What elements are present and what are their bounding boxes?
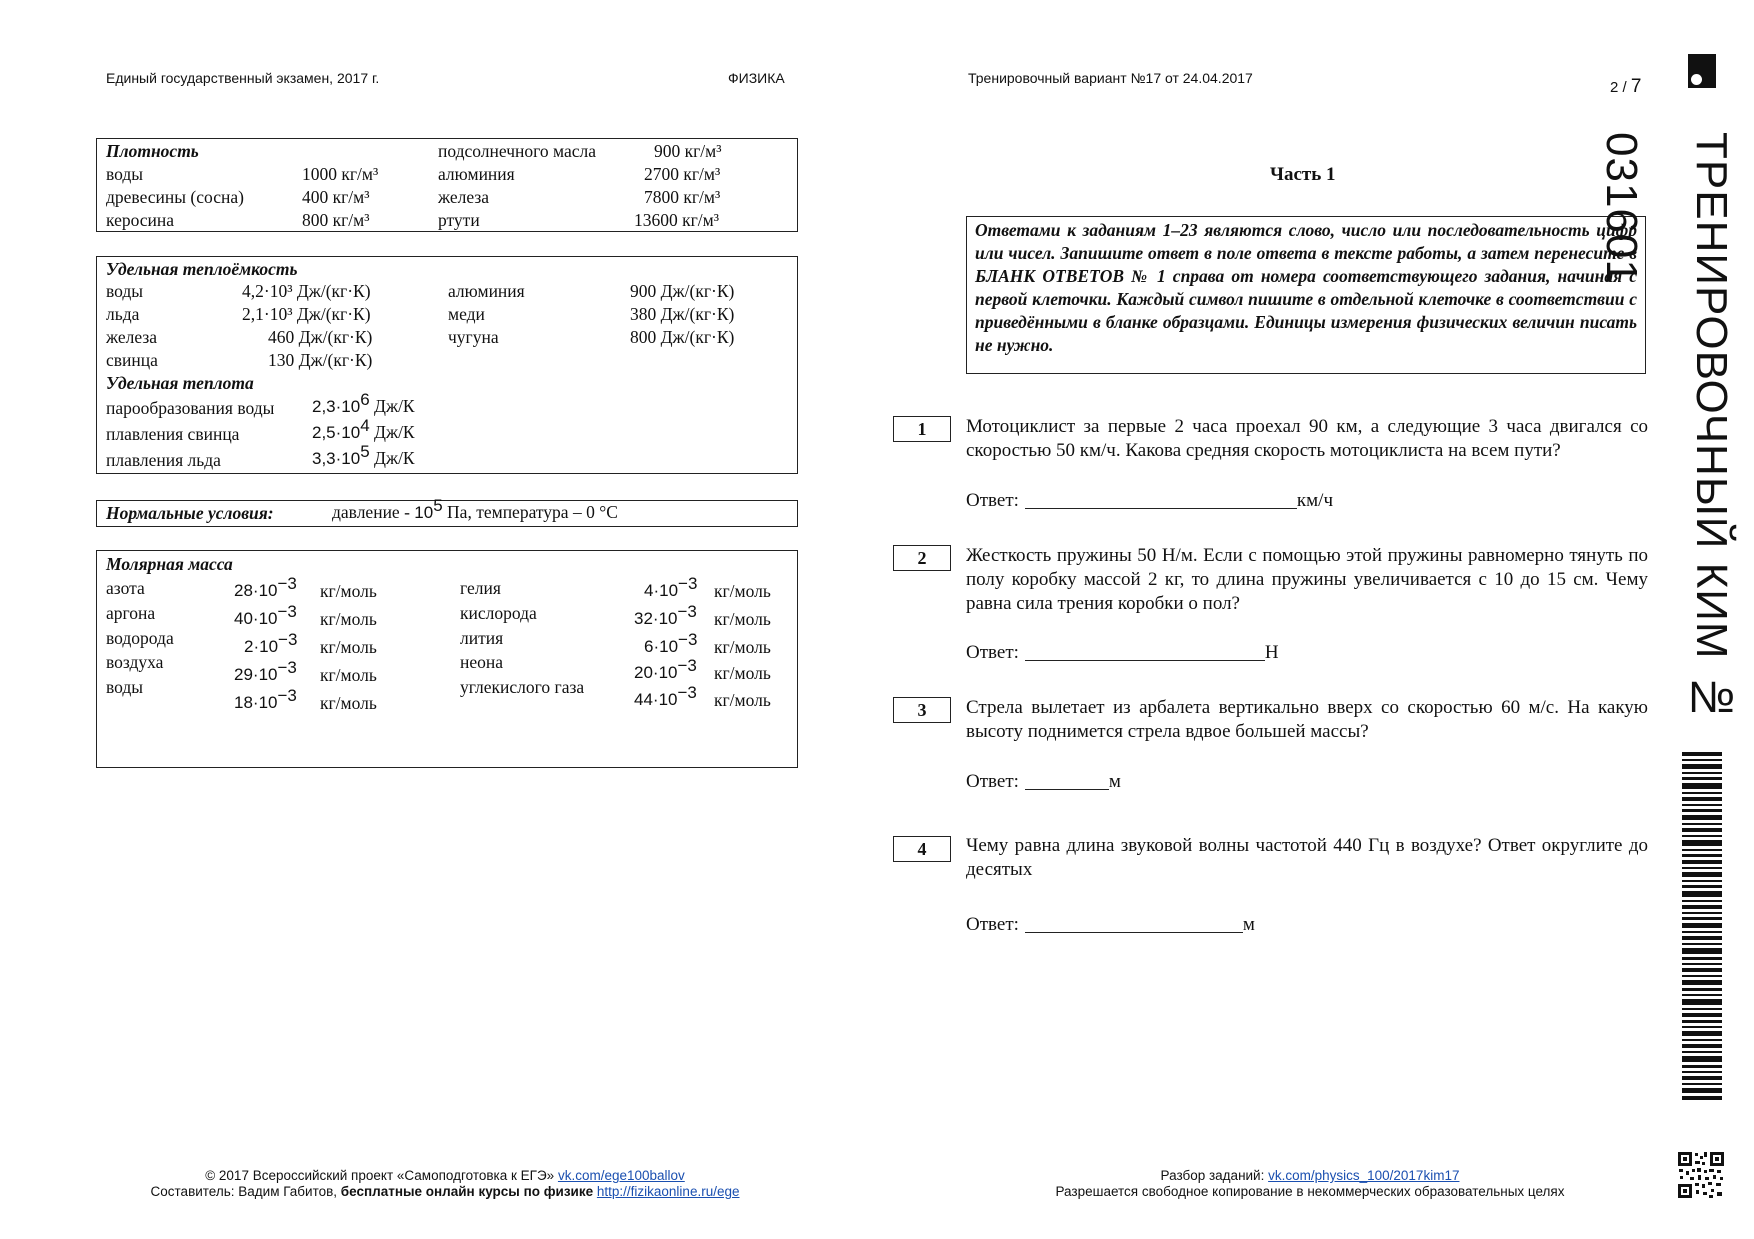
density-name: железа (438, 187, 490, 207)
corner-marker (1688, 54, 1716, 88)
molar-unit: кг/моль (714, 637, 771, 657)
question-text: Жесткость пружины 50 Н/м. Если с помощью этой пружины равномерно тянуть по полу коробку массой 2 кг, то длина пружины увеличивается с 10 до 15 см. Чему равна сила трения коробки о пол? (966, 545, 1648, 614)
molar-value: $4\cdot 10^{-3}$ (644, 574, 698, 600)
density-title: Плотность (106, 141, 199, 161)
heat-value: 380 Дж/(кг·К) (630, 304, 735, 324)
vk-link[interactable]: vk.com/ege100ballov (557, 1168, 685, 1183)
latent-name: парообразования воды (106, 398, 275, 418)
molar-value: $32\cdot 10^{-3}$ (634, 602, 697, 628)
side-title: ТРЕНИРОВОЧНЫЙ КИМ № 031601 (1597, 132, 1736, 723)
molar-title: Молярная масса (106, 554, 233, 574)
answer-field[interactable] (1025, 914, 1243, 933)
page-number: 2 / 7 (1610, 76, 1642, 97)
answer-row (966, 642, 1279, 664)
molar-name: неона (460, 652, 504, 672)
latent-value: $2,5\cdot 10^4$ Дж/К (312, 416, 415, 442)
density-value: 13600 кг/м³ (634, 210, 719, 230)
molar-unit: кг/моль (320, 581, 377, 601)
molar-unit: кг/моль (320, 637, 377, 657)
answer-field[interactable] (1025, 642, 1265, 661)
question-number: 1 (893, 416, 951, 442)
density-value: 1000 кг/м³ (302, 164, 379, 184)
density-name: алюминия (438, 164, 515, 184)
molar-value: $18\cdot 10^{-3}$ (234, 686, 297, 712)
molar-name: аргона (106, 603, 156, 623)
density-name: воды (106, 164, 144, 184)
molar-unit: кг/моль (320, 665, 377, 685)
answer-label: Ответ: (966, 490, 1019, 511)
density-name: древесины (сосна) (106, 187, 244, 207)
molar-unit: кг/моль (714, 609, 771, 629)
answer-field[interactable] (1025, 771, 1109, 790)
molar-name: углекислого газа (460, 677, 585, 697)
analysis-link[interactable]: vk.com/physics_100/2017kim17 (1268, 1168, 1460, 1183)
molar-name: азота (106, 578, 145, 598)
answer-label: Ответ: (966, 771, 1019, 792)
question-text: Чему равна длина звуковой волны частотой 440 Гц в воздухе? Ответ округлите до десятых (966, 835, 1648, 880)
answer-label: Ответ: (966, 914, 1019, 935)
molar-name: кислорода (460, 603, 537, 623)
molar-name: воды (106, 677, 144, 697)
molar-unit: кг/моль (320, 693, 377, 713)
heat-value: 130 Дж/(кг·К) (268, 350, 373, 370)
fizikaonline-link[interactable]: http://fizikaonline.ru/ege (596, 1184, 740, 1199)
molar-value: $6\cdot 10^{-3}$ (644, 630, 698, 656)
latent-value: $3,3\cdot 10^5$ Дж/К (312, 442, 415, 468)
heat-name: льда (106, 304, 140, 324)
question-number: 3 (893, 697, 951, 723)
subject-label: ФИЗИКА (728, 70, 785, 86)
molar-unit: кг/моль (714, 690, 771, 710)
heat-value: 4,2·10³ Дж/(кг·К) (242, 281, 371, 301)
heat-name: чугуна (448, 327, 499, 347)
molar-value: $40\cdot 10^{-3}$ (234, 602, 297, 628)
part-title: Часть 1 (1270, 164, 1336, 185)
instructions-box: Ответами к заданиям 1–23 являются слово, число или последовательность цифр или чисел. Запишите ответ в поле ответа в тексте работы, а затем перенесите в БЛАНК ОТВЕТОВ № 1 справа от номера соответствующего задания, начиная с первой клеточки. Каждый символ пишите в отдельной клеточке в соответствии с приведёнными в бланке образцами. Единицы измерения физических величин писать не нужно. (966, 216, 1646, 374)
normal-value: давление - $10^5$ Па, температура – 0 °С (332, 496, 618, 522)
molar-name: гелия (460, 578, 501, 598)
density-name: керосина (106, 210, 175, 230)
molar-value: $29\cdot 10^{-3}$ (234, 658, 297, 684)
molar-value: $28\cdot 10^{-3}$ (234, 574, 297, 600)
answer-label: Ответ: (966, 642, 1019, 663)
answer-unit: км/ч (1296, 490, 1333, 511)
heat-name: алюминия (448, 281, 525, 301)
qr-code-icon (1678, 1152, 1724, 1198)
variant-label: Тренировочный вариант №17 от 24.04.2017 (968, 70, 1253, 86)
question-number: 4 (893, 836, 951, 862)
barcode-icon (1682, 752, 1722, 1100)
molar-value: $44\cdot 10^{-3}$ (634, 683, 697, 709)
normal-title: Нормальные условия: (106, 503, 274, 523)
heat-value: 900 Дж/(кг·К) (630, 281, 735, 301)
exam-header-left: Единый государственный экзамен, 2017 г. (106, 70, 380, 86)
heat-value: 800 Дж/(кг·К) (630, 327, 735, 347)
footer-right: Разбор заданий: vk.com/physics_100/2017kim17 Разрешается свободное копирование в некоммерческих образовательных целях (1055, 1168, 1565, 1199)
latent-name: плавления льда (106, 450, 221, 470)
density-value: 800 кг/м³ (302, 210, 370, 230)
density-name: подсолнечного масла (438, 141, 597, 161)
latent-name: плавления свинца (106, 424, 240, 444)
page-current: 2 (1610, 79, 1619, 96)
answer-field[interactable] (1025, 490, 1297, 509)
question-text: Стрела вылетает из арбалета вертикально вверх со скоростью 60 м/с. На какую высоту поднимется стрела вдвое большей массы? (966, 697, 1648, 742)
molar-unit: кг/моль (714, 663, 771, 683)
heat-name: воды (106, 281, 144, 301)
answer-row (966, 490, 1333, 512)
molar-name: лития (460, 628, 504, 648)
page-total: 7 (1630, 76, 1642, 97)
molar-value: $2\cdot 10^{-3}$ (244, 630, 298, 656)
density-value: 7800 кг/м³ (644, 187, 721, 207)
heat-name: меди (448, 304, 485, 324)
molar-unit: кг/моль (714, 581, 771, 601)
latent-value: $2,3\cdot 10^6$ Дж/К (312, 390, 415, 416)
heat-value: 2,1·10³ Дж/(кг·К) (242, 304, 371, 324)
answer-unit: м (1242, 914, 1255, 935)
heat-name: свинца (106, 350, 158, 370)
molar-name: воздуха (106, 652, 164, 672)
footer-left: © 2017 Всероссийский проект «Самоподготовка к ЕГЭ» vk.com/ege100ballov Составитель: Вадим Габитов, бесплатные онлайн курсы по физике http://fizikaonline.ru/ege (150, 1168, 740, 1199)
heat-title: Удельная теплоёмкость (106, 259, 298, 279)
density-value: 2700 кг/м³ (644, 164, 721, 184)
density-value: 400 кг/м³ (302, 187, 370, 207)
latent-heat-title: Удельная теплота (106, 373, 254, 393)
molar-unit: кг/моль (320, 609, 377, 629)
answer-unit: м (1108, 771, 1121, 792)
answer-row (966, 914, 1255, 936)
question-number: 2 (893, 545, 951, 571)
question-text: Мотоциклист за первые 2 часа проехал 90 км, а следующие 3 часа двигался со скоростью 50 км/ч. Какова средняя скорость мотоциклиста на всем пути? (966, 416, 1648, 461)
molar-name: водорода (106, 628, 174, 648)
heat-value: 460 Дж/(кг·К) (268, 327, 373, 347)
heat-name: железа (106, 327, 158, 347)
density-name: ртути (438, 210, 480, 230)
answer-unit: Н (1264, 642, 1279, 663)
density-value: 900 кг/м³ (654, 141, 722, 161)
answer-row (966, 771, 1121, 793)
molar-value: $20\cdot 10^{-3}$ (634, 656, 697, 682)
